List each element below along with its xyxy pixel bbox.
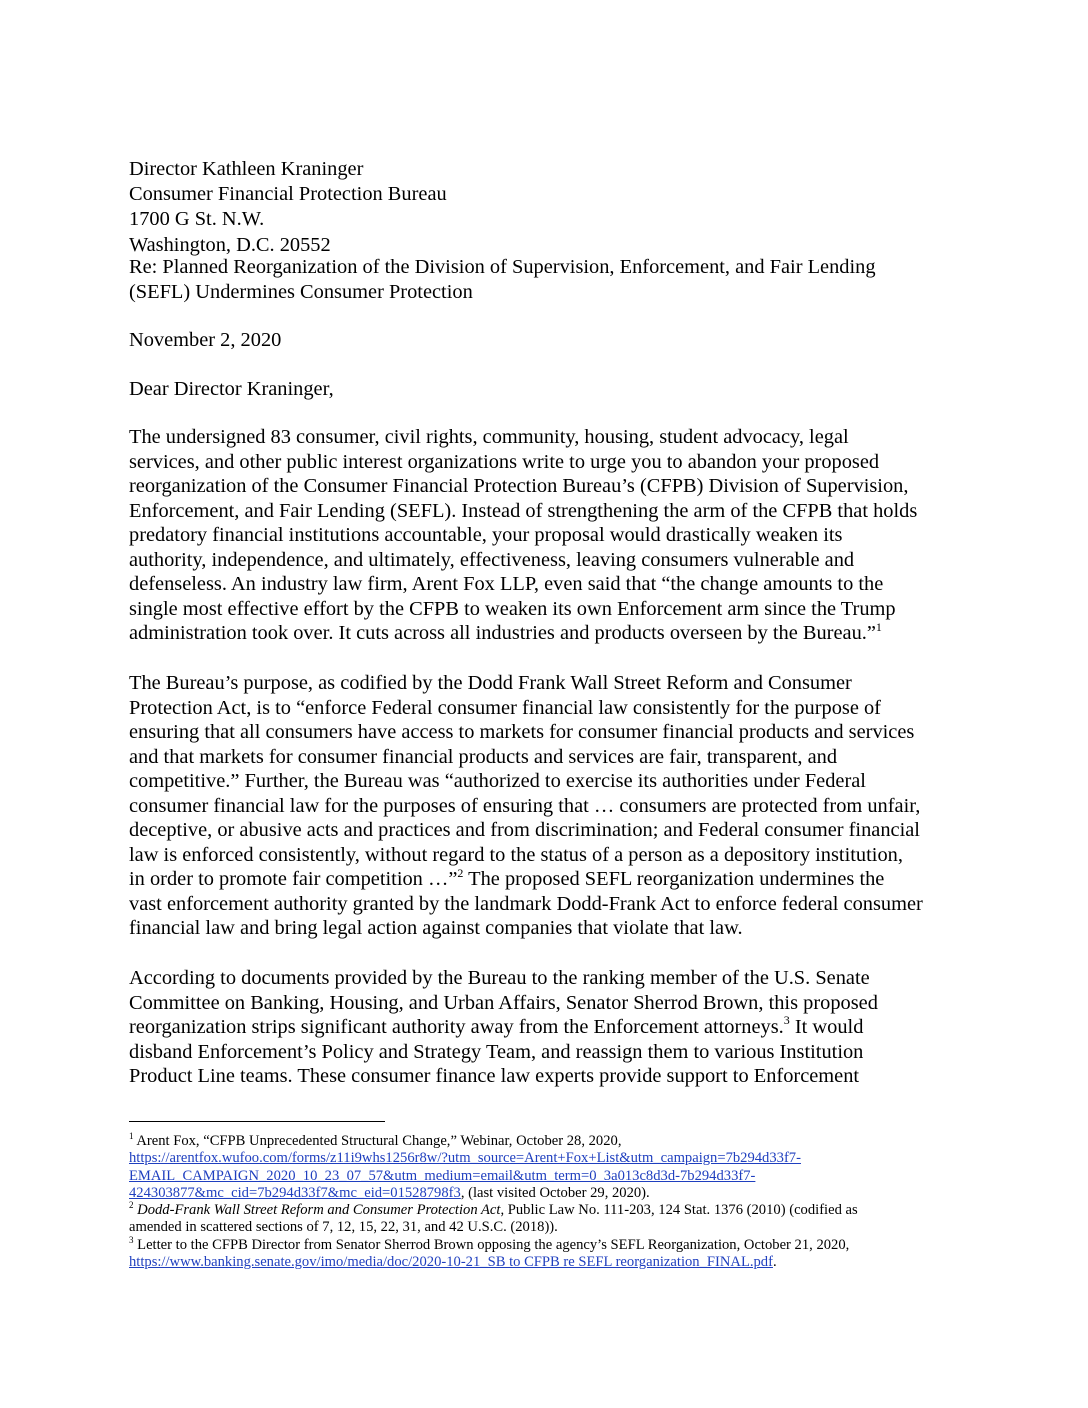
paragraph-line: consumer financial law for the purposes of ensuring that … consumers are protected from unfair,: [129, 794, 921, 817]
paragraph-line: reorganization of the Consumer Financial Protection Bureau’s (CFPB) Division of Supervision,: [129, 475, 909, 498]
paragraph-line: Enforcement, and Fair Lending (SEFL). Instead of strengthening the arm of the CFPB that holds: [129, 499, 918, 522]
paragraph-line: authority, independence, and ultimately, effectiveness, leaving consumers vulnerable and: [129, 548, 855, 571]
recipient-name: Director Kathleen Kraninger: [129, 158, 364, 180]
paragraph-line: Protection Act, is to “enforce Federal consumer financial law consistently for the purpose of: [129, 696, 881, 719]
paragraph-line: financial law and bring legal action against companies that violate that law.: [129, 917, 743, 940]
footnote-2-continued: amended in scattered sections of 7, 12, 15, 22, 31, and 42 U.S.C. (2018)).: [129, 1219, 558, 1236]
footnote-separator: [129, 1121, 385, 1122]
footnotes: [129, 1133, 969, 1271]
footnote-1: [129, 1133, 969, 1150]
paragraph-line: law is enforced consistently, without regard to the status of a person as a depository institution,: [129, 843, 903, 866]
footnote-1-url-line: [129, 1150, 969, 1167]
footnote-1-link[interactable]: https://arentfox.wufoo.com/forms/z11i9whs1256r8w/?utm_source=Arent+Fox+List&utm_campaign=7b294d33f7-: [129, 1150, 801, 1167]
subject-line-2: (SEFL) Undermines Consumer Protection: [129, 280, 473, 303]
paragraph-line: According to documents provided by the Bureau to the ranking member of the U.S. Senate: [129, 967, 870, 989]
footnote-ref-2[interactable]: 2: [457, 865, 464, 880]
footnote-text: , Public Law No. 111-203, 124 Stat. 1376 (2010) (codified as: [500, 1202, 858, 1219]
paragraph-line-text: administration took over. It cuts across all industries and products overseen by the Bureau.”: [129, 622, 876, 645]
footnote-text: Arent Fox, “CFPB Unprecedented Structural Change,” Webinar, October 28, 2020,: [133, 1133, 622, 1149]
recipient-address: [129, 157, 969, 258]
paragraph-line: defenseless. An industry law firm, Arent Fox LLP, even said that “the change amounts to the: [129, 573, 884, 596]
paragraph-line-text: reorganization strips significant authority away from the Enforcement attorneys.: [129, 1016, 784, 1039]
paragraph-line: Product Line teams. These consumer finance law experts provide support to Enforcement: [129, 1065, 860, 1088]
footnote-1-url-line: [129, 1168, 969, 1185]
paragraph-line: The Bureau’s purpose, as codified by the Dodd Frank Wall Street Reform and Consumer: [129, 672, 852, 694]
paragraph-2: [129, 671, 961, 941]
paragraph-line: single most effective effort by the CFPB to weaken its own Enforcement arm since the Trump: [129, 597, 896, 620]
recipient-street: 1700 G St. N.W.: [129, 208, 265, 231]
footnote-2: [129, 1202, 969, 1219]
paragraph-line: vast enforcement authority granted by the landmark Dodd-Frank Act to enforce federal consumer: [129, 892, 923, 915]
paragraph-line-text: The proposed SEFL reorganization undermines the: [463, 868, 885, 891]
footnote-text: .: [772, 1254, 777, 1271]
paragraph-line: services, and other public interest organizations write to urge you to abandon your proposed: [129, 450, 880, 473]
paragraph-1: [129, 425, 961, 646]
footnote-number: 2: [129, 1200, 134, 1211]
paragraph-line: disband Enforcement’s Policy and Strategy Team, and reassign them to various Institution: [129, 1040, 864, 1063]
letter-date: November 2, 2020: [129, 329, 282, 351]
footnote-text: , (last visited October 29, 2020).: [460, 1184, 650, 1201]
salutation: Dear Director Kraninger,: [129, 378, 334, 400]
paragraph-line: The undersigned 83 consumer, civil rights, community, housing, student advocacy, legal: [129, 426, 849, 448]
footnote-citation-title: Dodd-Frank Wall Street Reform and Consumer Protection Act: [137, 1202, 501, 1219]
footnote-number: 1: [129, 1131, 134, 1142]
paragraph-line: competitive.” Further, the Bureau was “authorized to exercise its authorities under Federal: [129, 770, 866, 793]
paragraph-line: predatory financial institutions accountable, your proposal would drastically weaken its: [129, 524, 843, 547]
footnote-ref-1[interactable]: 1: [875, 619, 882, 634]
recipient-city: Washington, D.C. 20552: [129, 233, 331, 256]
paragraph-line: [129, 1015, 961, 1040]
paragraph-line: Committee on Banking, Housing, and Urban Affairs, Senator Sherrod Brown, this proposed: [129, 991, 878, 1014]
paragraph-line: and that markets for consumer financial products and services are fair, transparent, and: [129, 745, 838, 768]
paragraph-line-text: It would: [789, 1016, 864, 1039]
footnote-number: 3: [129, 1234, 134, 1245]
recipient-organization: Consumer Financial Protection Bureau: [129, 183, 447, 206]
footnote-1-link[interactable]: EMAIL_CAMPAIGN_2020_10_23_07_57&utm_medium=email&utm_term=0_3a013c8d3d-7b294d33f7-: [129, 1167, 756, 1184]
subject-line: [129, 255, 969, 304]
paragraph-line: ensuring that all consumers have access to markets for consumer financial products and services: [129, 721, 915, 744]
footnote-ref-3[interactable]: 3: [783, 1013, 790, 1028]
paragraph-line: [129, 621, 961, 646]
footnote-text: Letter to the CFPB Director from Senator Sherrod Brown opposing the agency’s SEFL Reorganization, October 21, 2020,: [133, 1236, 850, 1253]
paragraph-line-text: in order to promote fair competition …”: [129, 868, 458, 891]
paragraph-3: [129, 966, 961, 1089]
paragraph-line: [129, 867, 961, 892]
footnote-1-url-line: [129, 1185, 969, 1202]
footnote-3-url-line: [129, 1254, 969, 1271]
footnote-3: [129, 1234, 969, 1254]
paragraph-line: deceptive, or abusive acts and practices and from discrimination; and Federal consumer financial: [129, 819, 920, 842]
footnote-1-link[interactable]: 424303877&mc_cid=7b294d33f7&mc_eid=01528798f3: [129, 1184, 461, 1201]
subject-line-1: Re: Planned Reorganization of the Division of Supervision, Enforcement, and Fair Lending: [129, 256, 876, 278]
footnote-3-link[interactable]: https://www.banking.senate.gov/imo/media/doc/2020-10-21_SB to CFPB re SEFL reorganization_FINAL.pdf: [129, 1254, 773, 1271]
